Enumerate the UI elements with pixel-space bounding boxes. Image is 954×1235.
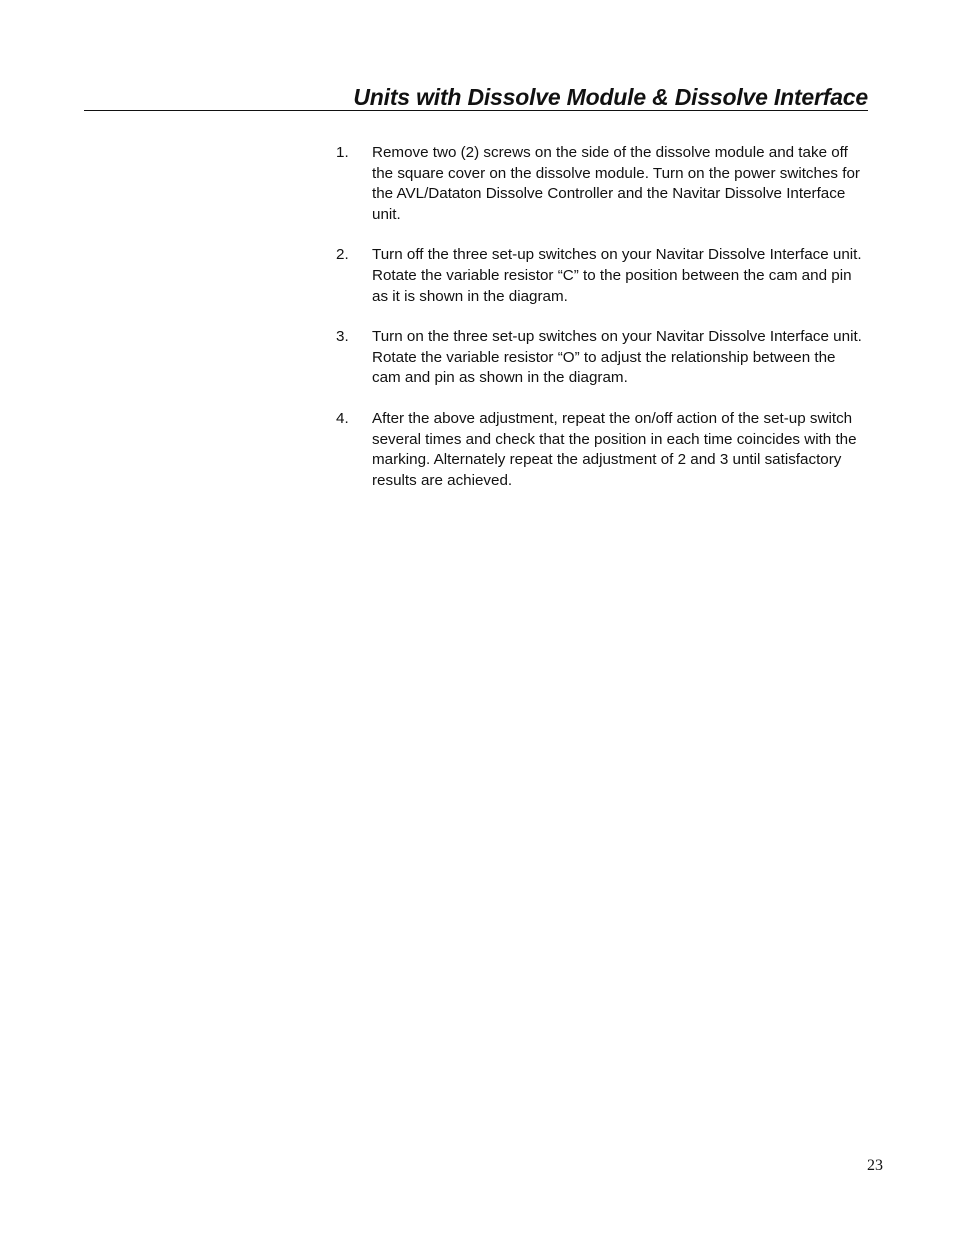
step-number: 2. [336, 246, 349, 264]
instruction-list [336, 143, 866, 511]
instruction-step-3 [336, 327, 866, 389]
page-number: 23 [867, 1157, 883, 1174]
step-text: Turn off the three set-up switches on your Navitar Dissolve Interface unit. Rotate the variable resistor “C” to the position between the cam and pin as it is shown in the diagram. [372, 246, 862, 305]
step-number: 1. [336, 144, 349, 161]
section-title: Units with Dissolve Module & Dissolve Interface [353, 84, 868, 110]
step-number: 4. [336, 409, 349, 427]
instruction-step-4 [336, 409, 866, 491]
section-header [84, 80, 868, 111]
instruction-step-1 [336, 143, 866, 225]
step-text: After the above adjustment, repeat the on/off action of the set-up switch several times and check that the position in each time coincides with the marking. Alternately repeat the adjustment of 2 and 3 until satisfactory results are achieved. [372, 409, 857, 489]
step-number: 3. [336, 328, 349, 346]
instruction-step-2 [336, 245, 866, 307]
step-text: Turn on the three set-up switches on your Navitar Dissolve Interface unit. Rotate the variable resistor “O” to adjust the relationship between the cam and pin as shown in the diagram. [372, 328, 862, 387]
step-text: Remove two (2) screws on the side of the dissolve module and take off the square cover on the dissolve module. Turn on the power switches for the AVL/Dataton Dissolve Controller and the Navitar Dissolve Interface unit. [372, 144, 860, 223]
